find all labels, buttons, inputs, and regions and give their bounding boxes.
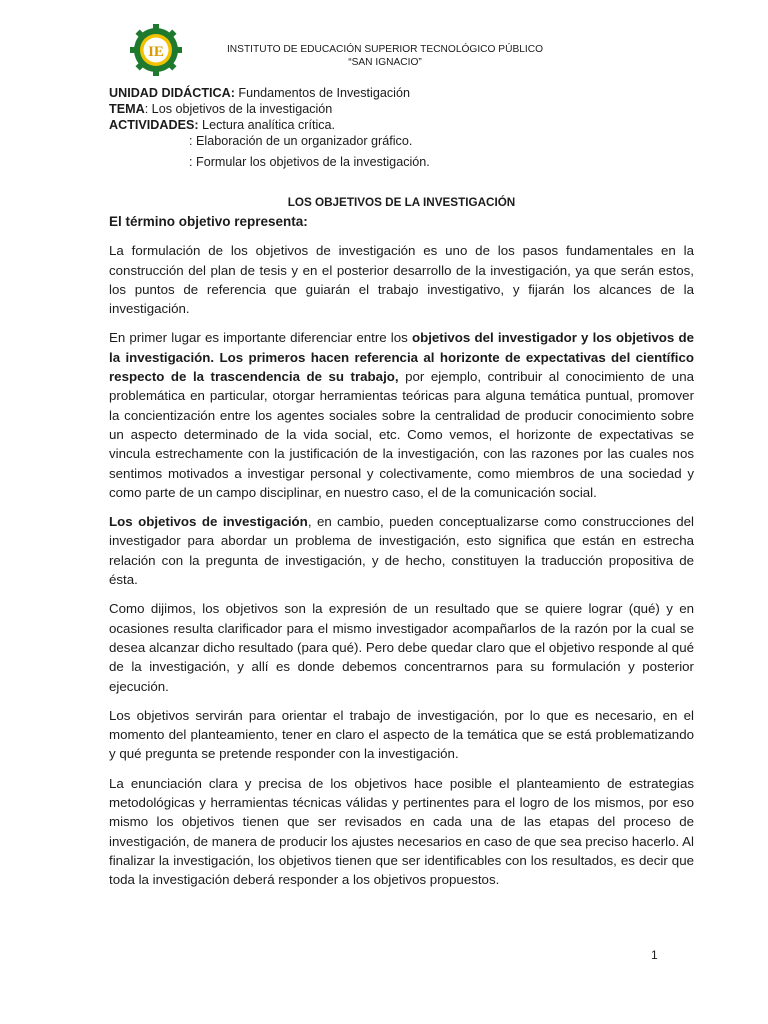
actividad-3: : Formular los objetivos de la investigación. bbox=[189, 155, 430, 169]
logo-letters: IE bbox=[148, 44, 164, 60]
paragraph-2-bold: objetivos del investigador y los objetivos de la investigación. Los primeros hacen referencia al horizonte de expectativas del científico respecto de la trascendencia de su trabajo, bbox=[109, 330, 694, 385]
paragraph-2-intro: En primer lugar es importante diferenciar entre los bbox=[109, 330, 412, 346]
unidad-row bbox=[109, 85, 709, 101]
paragraph-4: Como dijimos, los objetivos son la expresión de un resultado que se quiere lograr (qué) y en ocasiones resulta clarificador para el mismo investigador acompañarlos de la razón por la cual se desea alcanzar dicho resultado (para qué). Pero debe quedar claro que el objetivo responde al qué de la investigación, y allí es donde debemos concentrarnos para su formulación y posterior ejecución. bbox=[109, 601, 694, 694]
institution-name: INSTITUTO DE EDUCACIÓN SUPERIOR TECNOLÓGICO PÚBLICO bbox=[226, 44, 544, 55]
paragraph-5: Los objetivos servirán para orientar el trabajo de investigación, por lo que es necesario, en el momento del planteamiento, tener en claro el aspecto de la temática que se está problematizando y qué pregunta se pretende responder con la investigación. bbox=[109, 707, 694, 762]
institution-header bbox=[220, 43, 550, 69]
tema-value: : Los objetivos de la investigación bbox=[144, 102, 333, 116]
unidad-value: Fundamentos de Investigación bbox=[234, 86, 410, 100]
actividad-1: Lectura analítica crítica. bbox=[198, 118, 336, 132]
document-title: LOS OBJETIVOS DE LA INVESTIGACIÓN bbox=[287, 196, 516, 209]
document-body bbox=[109, 212, 694, 900]
actividades-label: ACTIVIDADES: bbox=[109, 118, 199, 132]
paragraph-3-rest: , en cambio, pueden conceptualizarse como construcciones del investigador para abordar un problema de investigación, esto significa que están en estrecha relación con la pregunta de investigación, y de hecho, constituyen la traducción propositiva de ésta. bbox=[109, 514, 694, 588]
institution-subname: “SAN IGNACIO” bbox=[348, 57, 422, 68]
paragraph-3 bbox=[109, 512, 694, 589]
paragraph-3-bold: Los objetivos de investigación bbox=[109, 514, 308, 530]
actividad-2: : Elaboración de un organizador gráfico. bbox=[189, 134, 413, 148]
course-info bbox=[109, 85, 709, 170]
institution-logo bbox=[130, 24, 182, 76]
page-number: 1 bbox=[651, 948, 658, 962]
paragraph-2-rest: por ejemplo, contribuir al conocimiento de una problemática en particular, otorgar herramientas teóricas para alguna temática puntual, promover la concientización entre los agentes sociales sobre la centralidad de producir conocimiento sobre un aspecto determinado de la vida social, etc. Como vemos, el horizonte de expectativas se vincula estrechamente con la justificación de la investigación, con las razones por las cuales nos sentimos motivados a investigar personal y colectivamente, como miembros de una sociedad y como parte de un campo disciplinar, en nuestro caso, el de la comunicación social. bbox=[109, 369, 694, 500]
tema-label: TEMA bbox=[109, 102, 145, 116]
paragraph-6: La enunciación clara y precisa de los objetivos hace posible el planteamiento de estrategias metodológicas y herramientas técnicas válidas y pertinentes para el logro de los mismos, por eso mismo los objetivos tienen que ser revisados en cada una de las etapas del proceso de investigación, de manera de producir los ajustes necesarios en caso de que sea preciso hacerlo. Al finalizar la investigación, los objetivos tienen que ser identificables con los resultados, es decir que toda la investigación deberá responder a los objetivos propuestos. bbox=[109, 775, 694, 888]
paragraph-1: La formulación de los objetivos de investigación es uno de los pasos fundamentales en la construcción del plan de tesis y en el posterior desarrollo de la investigación, ya que serán estos, los puntos de referencia que guiarán el trabajo investigativo, y fijarán los alcances de la investigación. bbox=[109, 243, 694, 317]
tema-row bbox=[109, 101, 709, 117]
actividades-row bbox=[109, 117, 709, 133]
unidad-label: UNIDAD DIDÁCTICA: bbox=[109, 86, 235, 100]
paragraph-2 bbox=[109, 328, 694, 502]
section-subheading: El término objetivo representa: bbox=[109, 214, 308, 229]
